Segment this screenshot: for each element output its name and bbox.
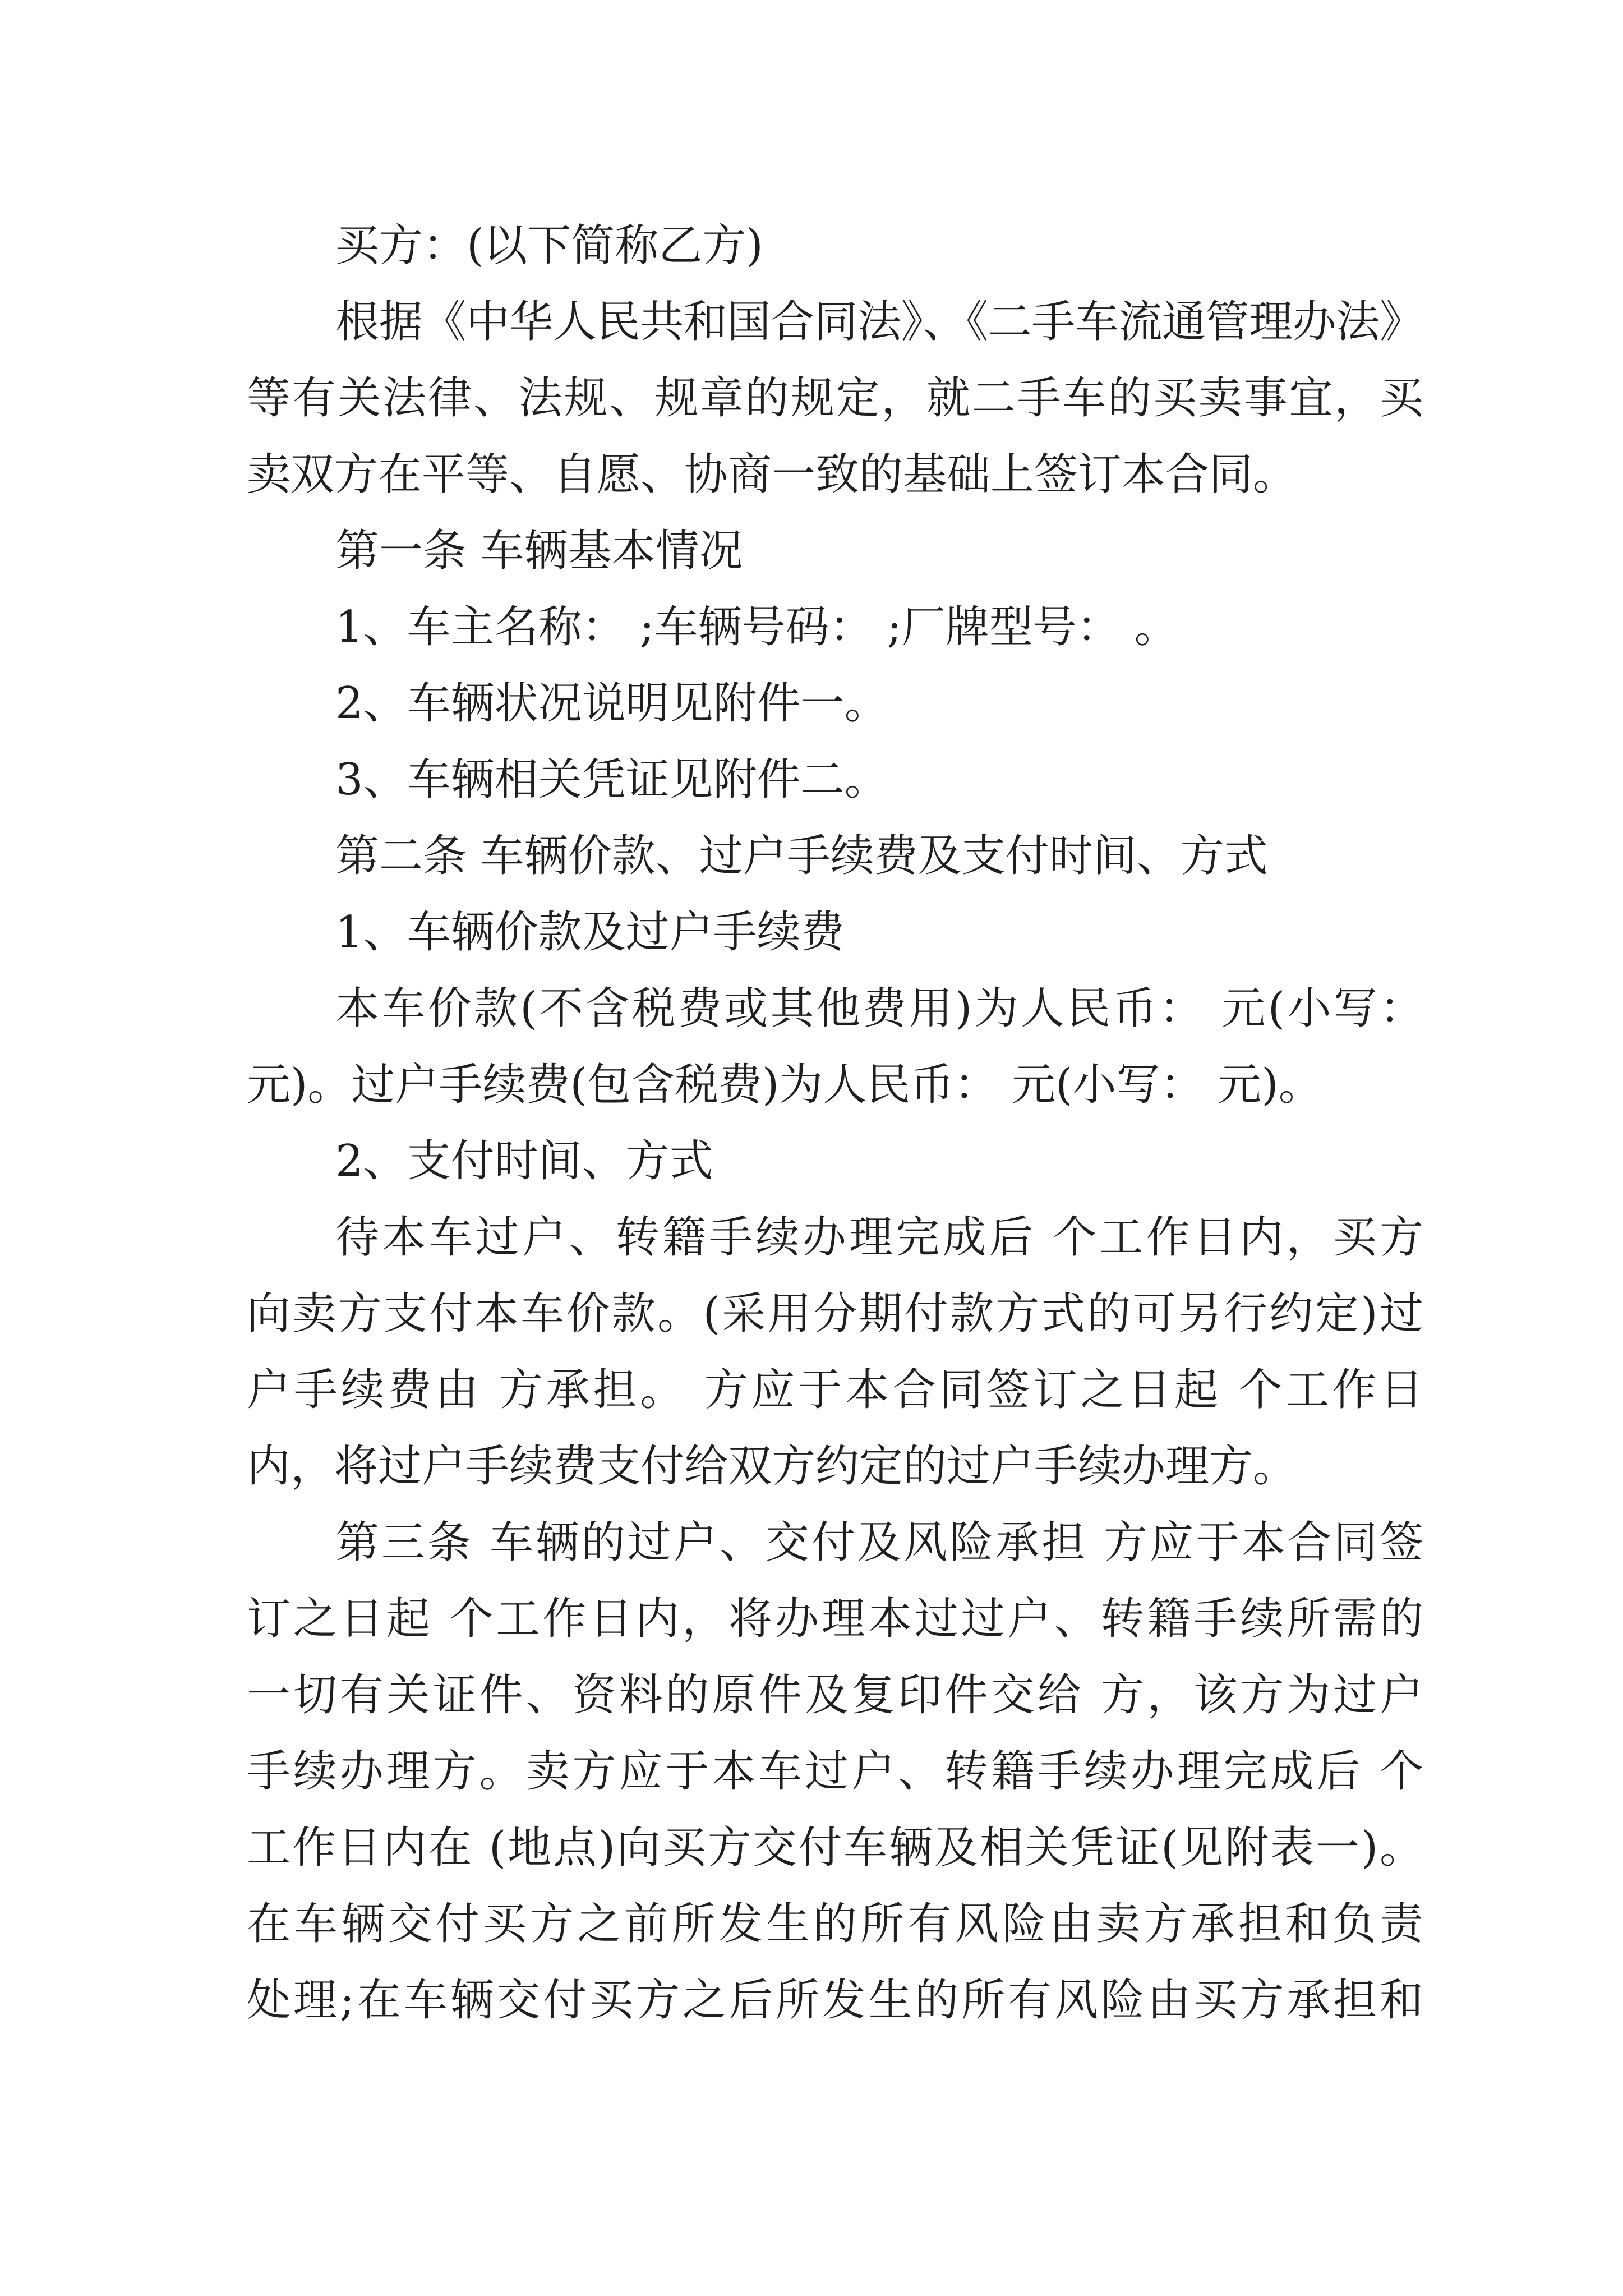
- text-line: 根据《中华人民共和国合同法》、《二手车流通管理办法》: [335, 297, 1423, 347]
- text-line: 1、车辆价款及过户手续费: [335, 907, 845, 958]
- text-line: 内，将过户手续费支付给双方约定的过户手续办理方。: [247, 1441, 1297, 1492]
- text-line: 等有关法律、法规、规章的规定，就二手车的买卖事宜，买: [247, 373, 1425, 424]
- text-line: 卖双方在平等、自愿、协商一致的基础上签订本合同。: [247, 449, 1297, 500]
- text-line: 第一条 车辆基本情况: [335, 526, 743, 576]
- text-line: 第二条 车辆价款、过户手续费及支付时间、方式: [335, 831, 1268, 881]
- text-line: 3、车辆相关凭证见附件二。: [335, 754, 888, 805]
- text-line: 一切有关证件、资料的原件及复印件交给 方，该方为过户: [247, 1670, 1426, 1720]
- text-line: 处理;在车辆交付买方之后所发生的所有风险由买方承担和: [247, 1975, 1426, 2026]
- text-line: 1、车主名称： ;车辆号码： ;厂牌型号： 。: [335, 602, 1178, 652]
- text-line: 工作日内在 (地点)向买方交付车辆及相关凭证(见附表一)。: [247, 1823, 1425, 1873]
- text-line: 向卖方支付本车价款。(采用分期付款方式的可另行约定)过: [247, 1289, 1426, 1339]
- text-line: 买方：(以下简称乙方): [335, 220, 763, 271]
- text-line: 户手续费由 方承担。 方应于本合同签订之日起 个工作日: [247, 1365, 1427, 1415]
- text-line: 手续办理方。卖方应于本车过户、转籍手续办理完成后 个: [247, 1746, 1426, 1797]
- text-line: 第三条 车辆的过户、交付及风险承担 方应于本合同签: [335, 1517, 1426, 1568]
- text-line: 在车辆交付买方之前所发生的所有风险由卖方承担和负责: [247, 1899, 1427, 1949]
- text-line: 2、车辆状况说明见附件一。: [335, 678, 888, 729]
- text-line: 订之日起 个工作日内，将办理本过过户、转籍手续所需的: [247, 1594, 1426, 1644]
- text-line: 2、支付时间、方式: [335, 1136, 713, 1186]
- text-line: 待本车过户、转籍手续办理完成后 个工作日内，买方: [335, 1212, 1427, 1263]
- text-line: 本车价款(不含税费或其他费用)为人民币： 元(小写：: [335, 983, 1426, 1034]
- text-line: 元)。过户手续费(包含税费)为人民币： 元(小写： 元)。: [247, 1060, 1322, 1110]
